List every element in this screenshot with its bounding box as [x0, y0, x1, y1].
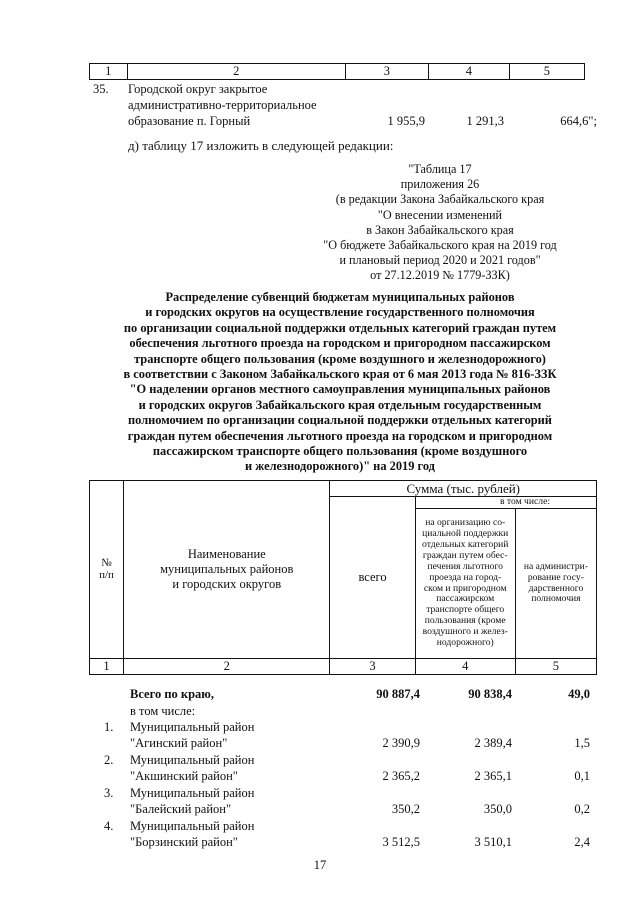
table-caption: [290, 162, 590, 284]
row-v3: 0,1: [574, 769, 590, 783]
header-col5: [515, 509, 596, 659]
col-num-5: 5: [509, 64, 584, 80]
row-v1: 350,2: [391, 802, 420, 816]
title-line: полномочием по организации социальной поддержки отдельных категорий: [128, 413, 552, 428]
row-35-v2: 1 291,3: [466, 114, 504, 128]
table-row: [0, 719, 640, 751]
header-col4-line: нодорожного): [436, 637, 494, 649]
row-35-v3: 664,6";: [560, 114, 597, 128]
row-num: 3.: [104, 786, 114, 800]
row-v1: 2 365,2: [382, 769, 420, 783]
row-name-line1: Муниципальный район: [130, 819, 255, 833]
header-col4-line: проезда на город-: [429, 571, 502, 583]
main-col-num-2: 2: [124, 659, 330, 675]
title-line: "О наделении органов местного самоуправления муниципальных районов: [129, 382, 551, 397]
row-35-name-3: образование п. Горный: [128, 114, 251, 128]
main-col-num-3: 3: [330, 659, 415, 675]
main-col-num-4: 4: [415, 659, 515, 675]
row-v2: 350,0: [483, 802, 512, 816]
col-num-4: 4: [428, 64, 509, 80]
table-row: [0, 752, 640, 784]
row-35-name-2: административно-территориальное: [128, 98, 317, 112]
row-v2: 2 365,1: [474, 769, 512, 783]
title-line: и городских округов на осуществление государственного полномочия: [145, 305, 535, 320]
total-row-name: Всего по краю,: [130, 687, 214, 701]
title-line: транспорте общего пользования (кроме воздушного и железнодорожного): [134, 351, 546, 366]
title-line: граждан путем обеспечения льготного проезда на городском и пригородном: [127, 428, 553, 443]
header-name: [124, 481, 330, 659]
col-num-2: 2: [127, 64, 345, 80]
total-row-v3: 49,0: [568, 687, 590, 701]
row-num: 1.: [104, 720, 114, 734]
header-col4-line: граждан путем обес-: [422, 549, 508, 561]
table-row: [0, 818, 640, 850]
header-col4-line: воздушного и желез-: [422, 626, 508, 638]
header-col4-line: пассажирском: [436, 593, 495, 605]
caption-line: "О внесении изменений: [377, 207, 503, 222]
row-v3: 1,5: [574, 736, 590, 750]
row-name-line2: "Борзинский район": [130, 835, 238, 849]
total-row-v2: 90 838,4: [468, 687, 512, 701]
row-name-line2: "Агинский район": [130, 736, 228, 750]
caption-line: от 27.12.2019 № 1779-ЗЗК): [370, 268, 510, 283]
header-name-line: муниципальных районов: [160, 562, 294, 576]
including-label: в том числе:: [130, 704, 196, 718]
instruction-text: д) таблицу 17 изложить в следующей редакции:: [128, 138, 394, 153]
document-title: [80, 290, 600, 475]
title-line: по организации социальной поддержки отдельных категорий граждан путем: [123, 320, 557, 335]
header-num-line: п/п: [99, 568, 114, 581]
title-line: в соответствии с Законом Забайкальского края от 6 мая 2013 года № 816-ЗЗК: [123, 367, 557, 382]
title-line: пассажирском транспорте общего пользования (кроме воздушного: [152, 444, 528, 459]
header-col4-line: на организацию со-: [425, 517, 506, 529]
header-num-line: №: [101, 556, 112, 569]
header-col4-line: циальной поддержки: [422, 527, 509, 539]
header-col4-line: транспорте общего: [426, 604, 505, 616]
header-name-line: Наименование: [187, 547, 266, 561]
row-v2: 3 510,1: [474, 835, 512, 849]
title-line: и городских округов Забайкальского края отдельным государственным: [138, 397, 542, 412]
row-num: 4.: [104, 819, 114, 833]
title-line: обеспечения льготного проезда на городском и пригородном пассажирском: [129, 336, 551, 351]
header-col5-line: полномочия: [531, 593, 581, 605]
main-col-num-1: 1: [90, 659, 124, 675]
row-name-line1: Муниципальный район: [130, 786, 255, 800]
header-total: всего: [330, 497, 415, 659]
row-35-num: 35.: [93, 82, 109, 96]
row-v1: 3 512,5: [382, 835, 420, 849]
caption-line: приложения 26: [400, 177, 480, 192]
table-row: [0, 785, 640, 817]
caption-line: "О бюджете Забайкальского края на 2019 год: [323, 238, 557, 253]
header-name-line: и городских округов: [172, 577, 282, 591]
header-num: [90, 481, 124, 659]
header-col5-line: на администри-: [523, 560, 588, 572]
header-col5-line: рование госу-: [527, 571, 584, 583]
header-col4-line: отдельных категорий: [422, 538, 509, 550]
row-name-line2: "Балейский район": [130, 802, 232, 816]
col-num-1: 1: [90, 64, 128, 80]
header-including: в том числе:: [415, 497, 596, 509]
row-name-line2: "Акшинский район": [130, 769, 238, 783]
title-line: Распределение субвенций бюджетам муниципальных районов: [165, 290, 515, 304]
header-col4-line: пользования (кроме: [424, 615, 506, 627]
row-num: 2.: [104, 753, 114, 767]
main-table-header: [89, 480, 597, 675]
row-v2: 2 389,4: [474, 736, 512, 750]
top-table-header: [89, 63, 585, 80]
total-row-v1: 90 887,4: [376, 687, 420, 701]
page-number: 17: [313, 858, 327, 872]
row-v3: 0,2: [574, 802, 590, 816]
col-num-3: 3: [345, 64, 428, 80]
header-sum: Сумма (тыс. рублей): [330, 481, 597, 497]
row-name-line1: Муниципальный район: [130, 720, 255, 734]
header-col4: [415, 509, 515, 659]
header-col4-line: печения льготного: [427, 560, 503, 572]
caption-line: "Таблица 17: [408, 162, 472, 176]
row-35-name-1: Городской округ закрытое: [128, 82, 268, 96]
title-line: и железнодорожного)" на 2019 год: [245, 459, 435, 474]
main-col-num-5: 5: [515, 659, 596, 675]
row-name-line1: Муниципальный район: [130, 753, 255, 767]
caption-line: в Закон Забайкальского края: [366, 222, 514, 237]
header-col5-line: дарственного: [528, 582, 584, 594]
row-v1: 2 390,9: [382, 736, 420, 750]
caption-line: (в редакции Закона Забайкальского края: [335, 192, 545, 207]
row-v3: 2,4: [574, 835, 590, 849]
caption-line: и плановый период 2020 и 2021 годов": [339, 253, 541, 268]
row-35-v1: 1 955,9: [387, 114, 425, 128]
header-col4-line: ском и пригородном: [423, 582, 507, 594]
